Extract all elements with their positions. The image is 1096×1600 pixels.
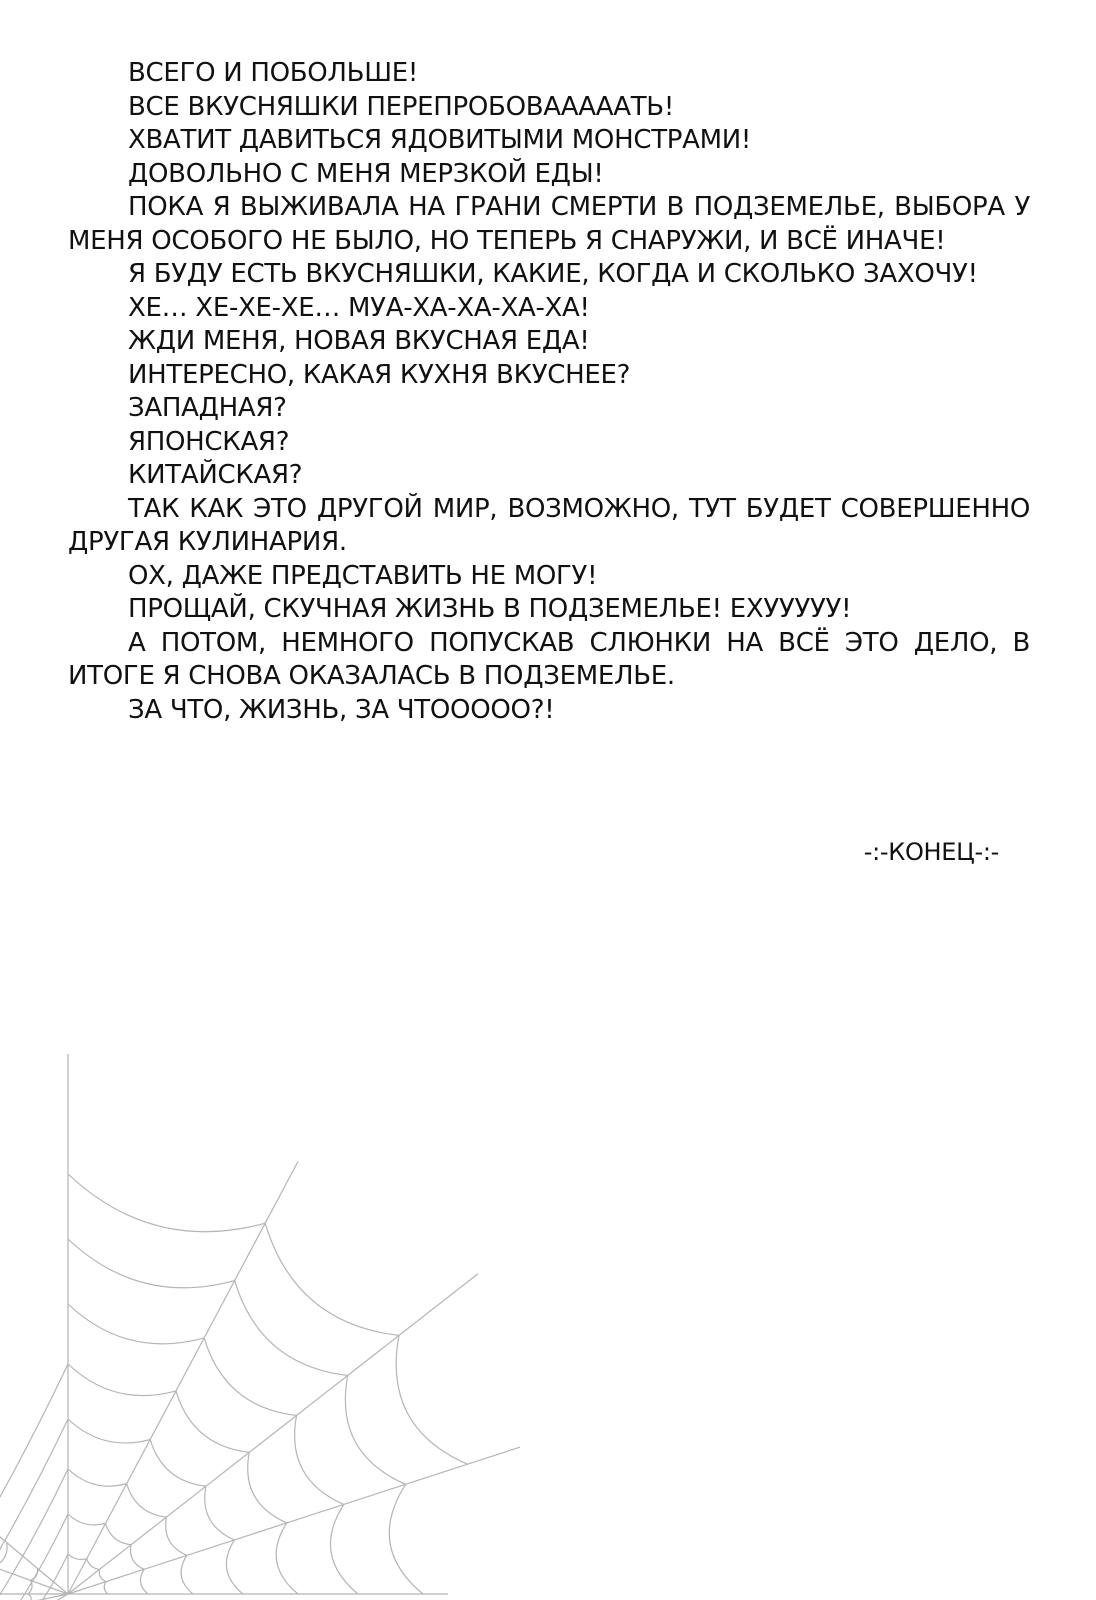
web-spiral-thread xyxy=(166,1517,187,1555)
web-spiral-thread xyxy=(345,1375,405,1484)
web-spiral-thread xyxy=(265,1223,399,1335)
web-radial-thread xyxy=(68,1274,478,1594)
web-spiral-thread xyxy=(68,1469,127,1486)
paragraph-8: ЖДИ МЕНЯ, НОВАЯ ВКУСНАЯ ЕДА! xyxy=(128,326,590,356)
the-end-label: -:-КОНЕЦ-:- xyxy=(863,838,999,866)
paragraph-9: ИНТЕРЕСНО, КАКАЯ КУХНЯ ВКУСНЕЕ? xyxy=(128,359,631,390)
web-spiral-thread xyxy=(104,1582,108,1594)
web-spiral-thread xyxy=(87,1559,100,1570)
paragraph-6: Я БУДУ ЕСТЬ ВКУСНЯШКИ, КАКИЕ, КОГДА И СКОЛЬКО ЗАХОЧУ! xyxy=(128,259,978,289)
web-radial-thread xyxy=(0,1594,68,1600)
paragraph-2: ВСЕ ВКУСНЯШКИ ПЕРЕПРОБОВАААААТЬ! xyxy=(128,91,674,122)
web-spiral-thread xyxy=(226,1540,243,1594)
web-radial-thread xyxy=(68,1161,298,1594)
web-radial-thread xyxy=(68,1439,520,1594)
paragraph-12: КИТАЙСКАЯ? xyxy=(128,460,303,490)
paragraph-4: ДОВОЛЬНО С МЕНЯ МЕРЗКОЙ ЕДЫ! xyxy=(128,158,604,189)
paragraph-10: ЗАПАДНАЯ? xyxy=(128,393,287,423)
web-spiral-thread xyxy=(28,1594,31,1600)
paragraph-3: ХВАТИТ ДАВИТЬСЯ ЯДОВИТЫМИ МОНСТРАМИ! xyxy=(128,125,752,155)
web-spiral-thread xyxy=(181,1555,193,1594)
spider-web-icon xyxy=(0,1040,520,1600)
paragraph-13: ТАК КАК ЭТО ДРУГОЙ МИР, ВОЗМОЖНО, ТУТ БУДЕТ СОВЕРШЕННО ДРУГАЯ КУЛИНАРИЯ. xyxy=(68,493,1030,557)
paragraph-5: ПОКА Я ВЫЖИВАЛА НА ГРАНИ СМЕРТИ В ПОДЗЕМЕЛЬЕ, ВЫБОРА У МЕНЯ ОСОБОГО НЕ БЫЛО, НО ТЕПЕРЬ Я СНАРУЖИ, И ВСЁ ИНАЧЕ! xyxy=(68,192,1030,256)
web-spiral-thread xyxy=(205,1486,235,1540)
paragraph-7: ХЕ… ХЕ-ХЕ-ХЕ… МУА-ХА-ХА-ХА-ХА! xyxy=(128,292,590,323)
paragraph-15: ПРОЩАЙ, СКУЧНАЯ ЖИЗНЬ В ПОДЗЕМЕЛЬЕ! ЕХУУУУУ! xyxy=(128,594,852,624)
web-spiral-thread xyxy=(396,1335,467,1464)
web-spiral-thread xyxy=(389,1484,423,1594)
web-spiral-thread xyxy=(295,1415,344,1504)
web-spiral-thread xyxy=(0,1514,68,1600)
paragraph-1: ВСЕГО И ПОБОЛЬШЕ! xyxy=(128,58,418,88)
web-spiral-thread xyxy=(0,1364,68,1600)
web-radial-thread xyxy=(0,1594,68,1600)
web-spiral-thread xyxy=(127,1484,167,1517)
web-spiral-thread xyxy=(106,1523,131,1544)
web-spiral-thread xyxy=(330,1504,358,1594)
web-spiral-thread xyxy=(99,1569,106,1581)
web-spiral-thread xyxy=(204,1338,296,1416)
web-spiral-thread xyxy=(140,1569,148,1594)
web-spiral-thread xyxy=(68,1239,235,1288)
web-spiral-thread xyxy=(68,1514,106,1525)
web-spiral-thread xyxy=(150,1439,206,1486)
web-spiral-thread xyxy=(276,1523,298,1594)
paragraph-17: ЗА ЧТО, ЖИЗНЬ, ЗА ЧТООООО?! xyxy=(128,694,555,725)
web-spiral-thread xyxy=(68,1419,150,1443)
web-spiral-thread xyxy=(235,1281,348,1376)
web-spiral-thread xyxy=(33,1554,68,1600)
web-spiral-thread xyxy=(68,1554,87,1559)
story-text xyxy=(68,57,1030,727)
paragraph-11: ЯПОНСКАЯ? xyxy=(128,426,290,457)
paragraph-14: ОХ, ДАЖЕ ПРЕДСТАВИТЬ НЕ МОГУ! xyxy=(128,560,598,591)
web-spiral-thread xyxy=(68,1364,176,1396)
web-spiral-thread xyxy=(68,1304,204,1344)
paragraph-16: А ПОТОМ, НЕМНОГО ПОПУСКАВ СЛЮНКИ НА ВСЁ ЭТО ДЕЛО, В ИТОГЕ Я СНОВА ОКАЗАЛАСЬ В ПОДЗЕМЕЛЬЕ. xyxy=(68,627,1030,691)
web-spiral-thread xyxy=(176,1391,249,1452)
web-spiral-thread xyxy=(248,1452,287,1523)
web-spiral-thread xyxy=(68,1174,265,1232)
web-spiral-thread xyxy=(131,1545,145,1570)
